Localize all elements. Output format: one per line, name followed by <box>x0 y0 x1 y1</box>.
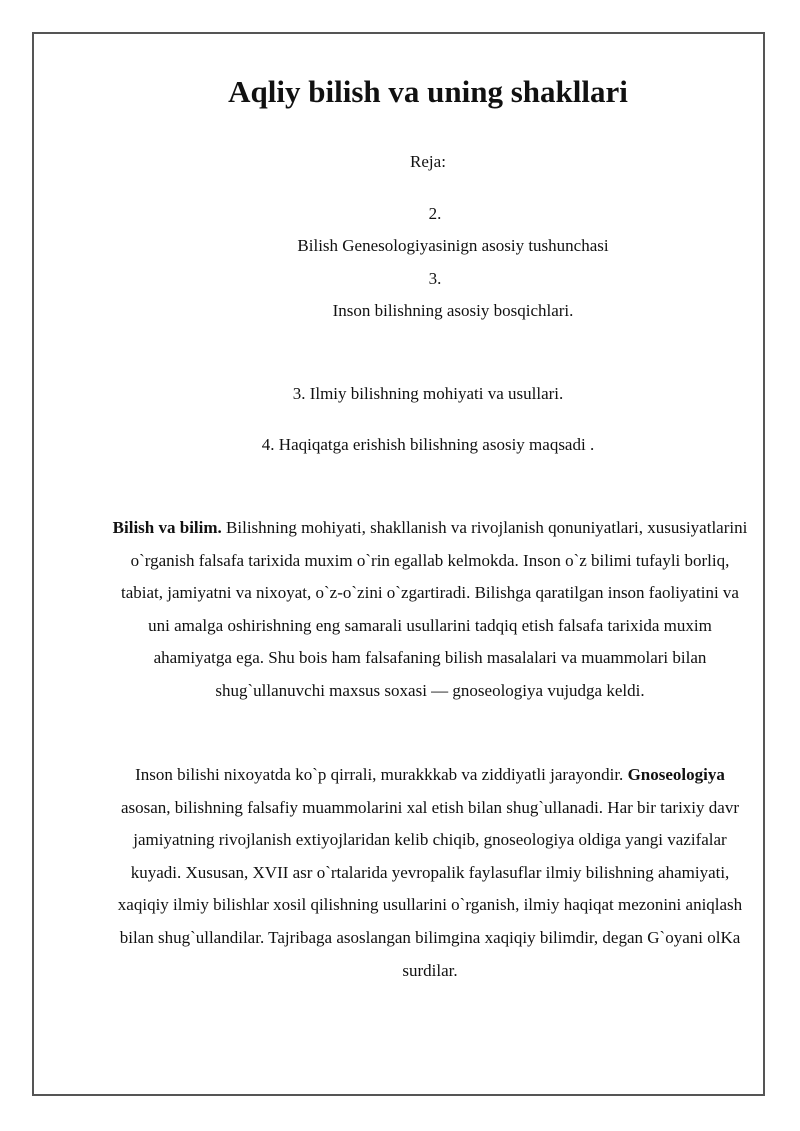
paragraph-body: Bilishning mohiyati, shakllanish va rivojlanish qonuniyatlari, xususiyatlarini o`rganish falsafa tarixida muxim o`rin egallab kelmokda. Inson o`z bilimi tufayli borliq, tabiat, jamiyatni va nixoyat, o`z-o`zini o`zgartiradi. Bilishga qaratilgan inson faoliyatini va uni amalga oshirishning eng samarali usullarini tadqiq etish falsafa tarixida muxim ahamiyatga ega. Shu bois ham falsafaning bilish masalalari va muammolari bilan shug`ullanuvchi maxsus soxasi — gnoseologiya vujudga keldi. <box>121 518 748 700</box>
plan-item-text: Inson bilishning asosiy bosqichlari. <box>332 301 574 320</box>
plan-item-text: 3. Ilmiy bilishning mohiyati va usullari. <box>292 384 564 403</box>
paragraph-term: Gnoseologiya <box>627 765 725 784</box>
paragraph-body: asosan, bilishning falsafiy muammolarini xal etish bilan shug`ullanadi. Har bir tarixiy davr jamiyatning rivojlanish extiyojlaridan kelib chiqib, gnoseologiya oldiga yangi vazifalar kuyadi. Xususan, XVII asr o`rtalarida yevropalik faylasuflar ilmiy bilishning ahamiyati, xaqiqiy ilmiy bilishlar xosil qilishning usullarini o`rganish, ilmiy haqiqat mezonini aniqlash bilan shug`ullandilar. Tajribaga asoslangan bilimgina xaqiqiy bilimdir, degan G`oyani olKa surdilar. <box>117 797 743 980</box>
paragraph-lead-term: Bilish va bilim. <box>112 518 222 537</box>
paragraph-bilish-va-bilim <box>110 512 750 708</box>
document-title: Aqliy bilish va uning shakllari <box>228 74 628 109</box>
plan-item-number: 3. <box>428 269 442 288</box>
paragraph-start: Inson bilishi nixoyatda ko`p qirrali, murakkkab va ziddiyatli jarayondir. <box>135 765 628 784</box>
plan-item-number: 2. <box>428 204 442 223</box>
paragraph-gnoseologiya <box>110 759 750 987</box>
plan-heading: Reja: <box>410 152 446 171</box>
plan-item-text: Bilish Genesologiyasinign asosiy tushunchasi <box>297 236 609 255</box>
plan-item-text: 4. Haqiqatga erishish bilishning asosiy maqsadi . <box>261 435 595 454</box>
